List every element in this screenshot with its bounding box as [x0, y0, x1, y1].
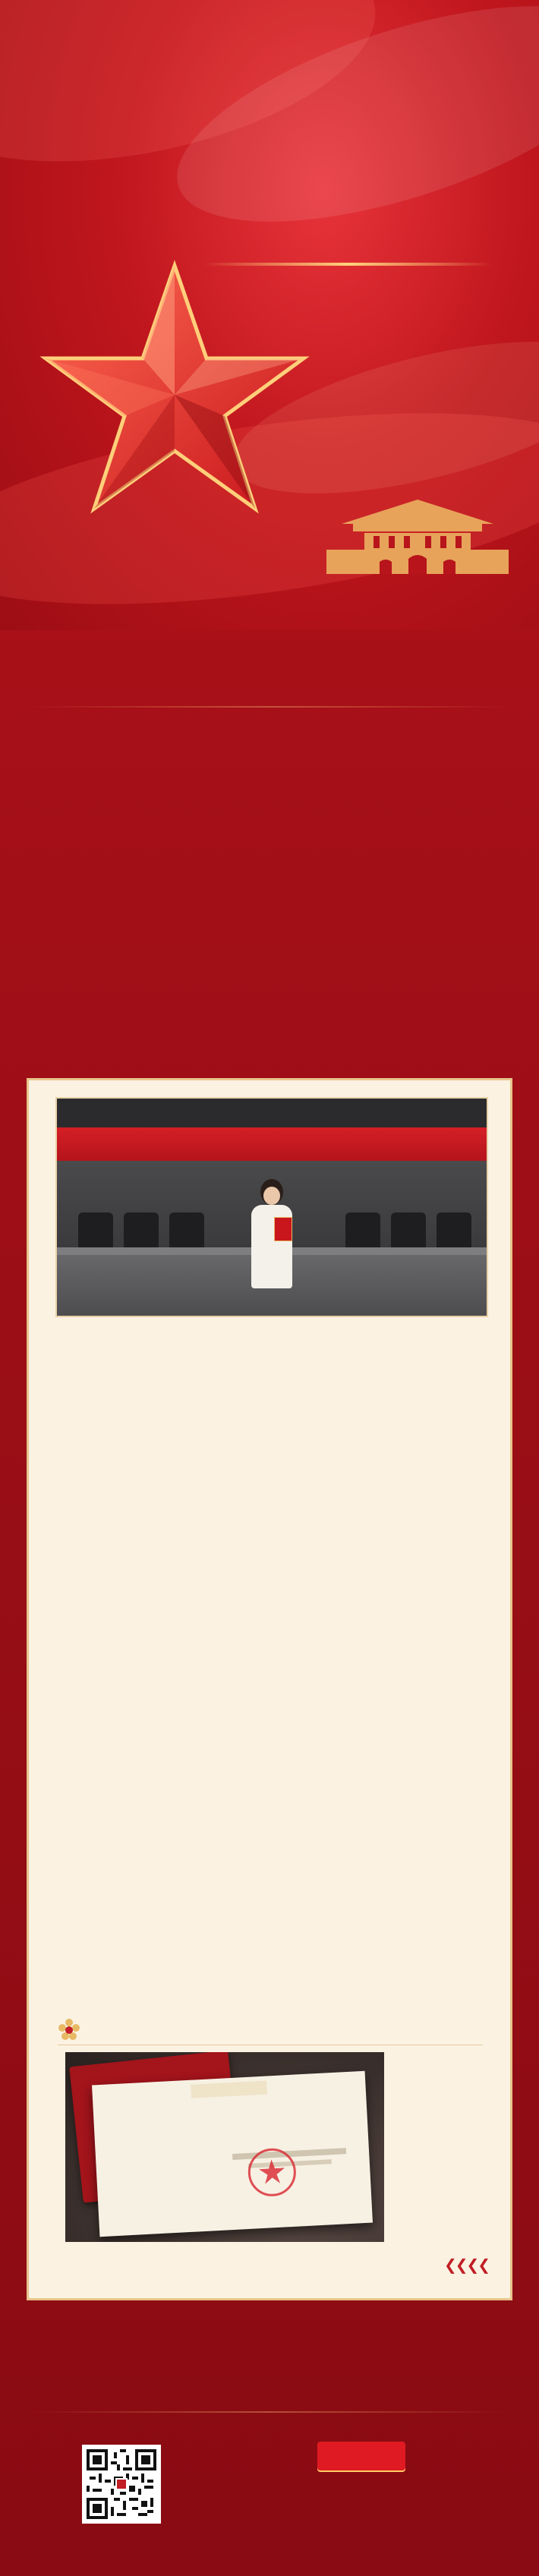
flower-icon — [58, 2018, 80, 2041]
certificate-salutation — [109, 2099, 351, 2112]
decorative-arrows-icon: ❮❮❮❮ — [443, 2256, 489, 2274]
certificate-main-text — [125, 2117, 352, 2130]
red-star-icon — [30, 251, 319, 539]
qr-code[interactable] — [82, 2445, 161, 2524]
qr-code-icon — [87, 2449, 156, 2519]
tiananmen-icon — [319, 486, 516, 577]
certificate-photo — [65, 2052, 384, 2242]
article-card — [27, 1078, 512, 2300]
ceremony-banner-text — [57, 1129, 487, 1159]
footer-badge — [317, 2442, 405, 2470]
award-ceremony-photo — [55, 1097, 488, 1317]
hero-banner — [0, 0, 539, 630]
poem-top-divider — [30, 706, 509, 708]
footer-divider — [30, 2411, 509, 2413]
section-heading — [58, 2016, 87, 2043]
certificate-header — [191, 2081, 267, 2098]
official-seal-icon — [244, 2145, 301, 2201]
